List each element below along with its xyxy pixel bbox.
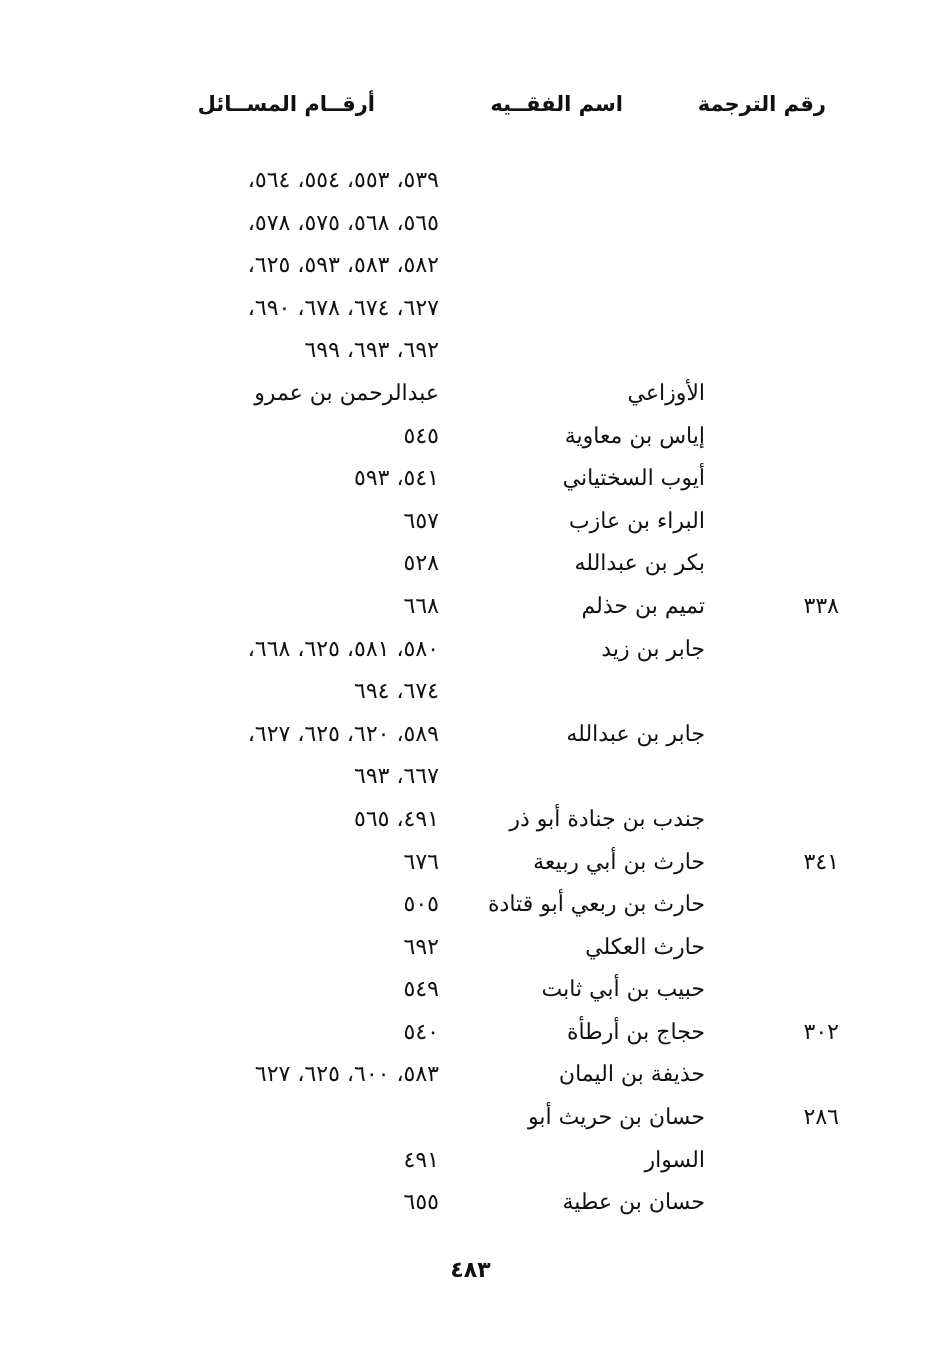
row-issue-numbers: ٥٤٠ — [403, 1019, 439, 1045]
table-row — [0, 1184, 941, 1227]
header-issue-numbers: أرقــام المســائل — [197, 92, 375, 116]
row-issue-numbers: عبدالرحمن بن عمرو — [254, 380, 439, 406]
row-issue-numbers: ٦٧٤، ٦٩٤ — [354, 679, 439, 705]
index-rows — [0, 162, 941, 1227]
table-row — [0, 162, 941, 205]
table-row — [0, 971, 941, 1014]
row-jurist-name: أيوب السختياني — [562, 466, 705, 492]
row-jurist-name: إياس بن معاوية — [564, 423, 705, 449]
table-row — [0, 332, 941, 375]
table-row — [0, 247, 941, 290]
row-issue-numbers: ٤٩١ — [403, 1147, 439, 1173]
row-jurist-name: جابر بن زيد — [601, 636, 705, 662]
table-row — [0, 205, 941, 248]
row-issue-numbers: ٦٩٢، ٦٩٣، ٦٩٩ — [304, 338, 439, 364]
table-row — [0, 673, 941, 716]
header-translation-number: رقم الترجمة — [697, 92, 826, 116]
row-jurist-name: حسان بن عطية — [562, 1190, 705, 1216]
row-issue-numbers: ٥٤٥ — [403, 423, 439, 449]
row-issue-numbers: ٥٦٥، ٥٦٨، ٥٧٥، ٥٧٨، — [247, 210, 439, 236]
row-jurist-name: حسان بن حريث أبو — [528, 1105, 705, 1131]
header-jurist-name: اسم الفقــيه — [490, 92, 623, 116]
table-row — [0, 758, 941, 801]
table-header — [0, 92, 941, 128]
row-issue-numbers: ٦٦٨ — [403, 593, 439, 619]
row-issue-numbers: ٥٠٥ — [403, 892, 439, 918]
page-number: ٤٨٣ — [450, 1258, 491, 1283]
row-issue-numbers: ٦٥٥ — [403, 1190, 439, 1216]
row-jurist-name: حارث بن أبي ربيعة — [533, 849, 705, 875]
row-issue-numbers: ٦٢٧، ٦٧٤، ٦٧٨، ٦٩٠، — [247, 295, 439, 321]
row-jurist-name: جندب بن جنادة أبو ذر — [509, 806, 705, 832]
row-jurist-name: الأوزاعي — [627, 380, 705, 406]
row-issue-numbers: ٥٤٩ — [403, 977, 439, 1003]
row-issue-numbers: ٥٨٠، ٥٨١، ٦٢٥، ٦٦٨، — [247, 636, 439, 662]
table-row — [0, 716, 941, 759]
table-row — [0, 844, 941, 887]
row-jurist-name: حارث العكلي — [585, 934, 705, 960]
row-issue-numbers: ٦٧٦ — [403, 849, 439, 875]
table-row — [0, 929, 941, 972]
row-translation-number: ٣٤١ — [803, 849, 839, 875]
row-issue-numbers: ٥٨٣، ٦٠٠، ٦٢٥، ٦٢٧ — [254, 1062, 439, 1088]
row-jurist-name: حذيفة بن اليمان — [558, 1062, 705, 1088]
row-issue-numbers: ٥٣٩، ٥٥٣، ٥٥٤، ٥٦٤، — [247, 168, 439, 193]
table-row — [0, 1056, 941, 1099]
row-jurist-name: البراء بن عازب — [568, 508, 705, 534]
row-issue-numbers: ٦٥٧ — [403, 508, 439, 534]
table-row — [0, 418, 941, 461]
table-row — [0, 375, 941, 418]
table-row — [0, 801, 941, 844]
row-jurist-name: بكر بن عبدالله — [574, 551, 705, 577]
row-jurist-name: تميم بن حذلم — [581, 593, 705, 619]
row-issue-numbers: ٥٨٩، ٦٢٠، ٦٢٥، ٦٢٧، — [247, 721, 439, 747]
row-issue-numbers: ٤٩١، ٥٦٥ — [354, 806, 439, 832]
row-issue-numbers: ٥٢٨ — [403, 551, 439, 577]
table-row — [0, 1014, 941, 1057]
table-row — [0, 460, 941, 503]
table-row — [0, 886, 941, 929]
row-issue-numbers: ٦٩٢ — [403, 934, 439, 960]
table-row — [0, 503, 941, 546]
table-row — [0, 588, 941, 631]
table-row — [0, 1099, 941, 1142]
row-jurist-name: حارث بن ربعي أبو قتادة — [488, 892, 705, 918]
table-row — [0, 1142, 941, 1185]
row-jurist-name: السوار — [644, 1147, 705, 1173]
row-issue-numbers: ٦٦٧، ٦٩٣ — [354, 764, 439, 790]
row-jurist-name: حبيب بن أبي ثابت — [541, 977, 705, 1003]
table-row — [0, 631, 941, 674]
row-issue-numbers: ٥٤١، ٥٩٣ — [354, 466, 439, 492]
row-translation-number: ٣٠٢ — [803, 1019, 839, 1045]
table-row — [0, 545, 941, 588]
row-jurist-name: جابر بن عبدالله — [566, 721, 705, 747]
table-row — [0, 290, 941, 333]
row-translation-number: ٢٨٦ — [803, 1105, 839, 1131]
row-jurist-name: حجاج بن أرطأة — [566, 1019, 705, 1045]
row-issue-numbers: ٥٨٢، ٥٨٣، ٥٩٣، ٦٢٥، — [247, 253, 439, 279]
row-translation-number: ٣٣٨ — [803, 593, 839, 619]
